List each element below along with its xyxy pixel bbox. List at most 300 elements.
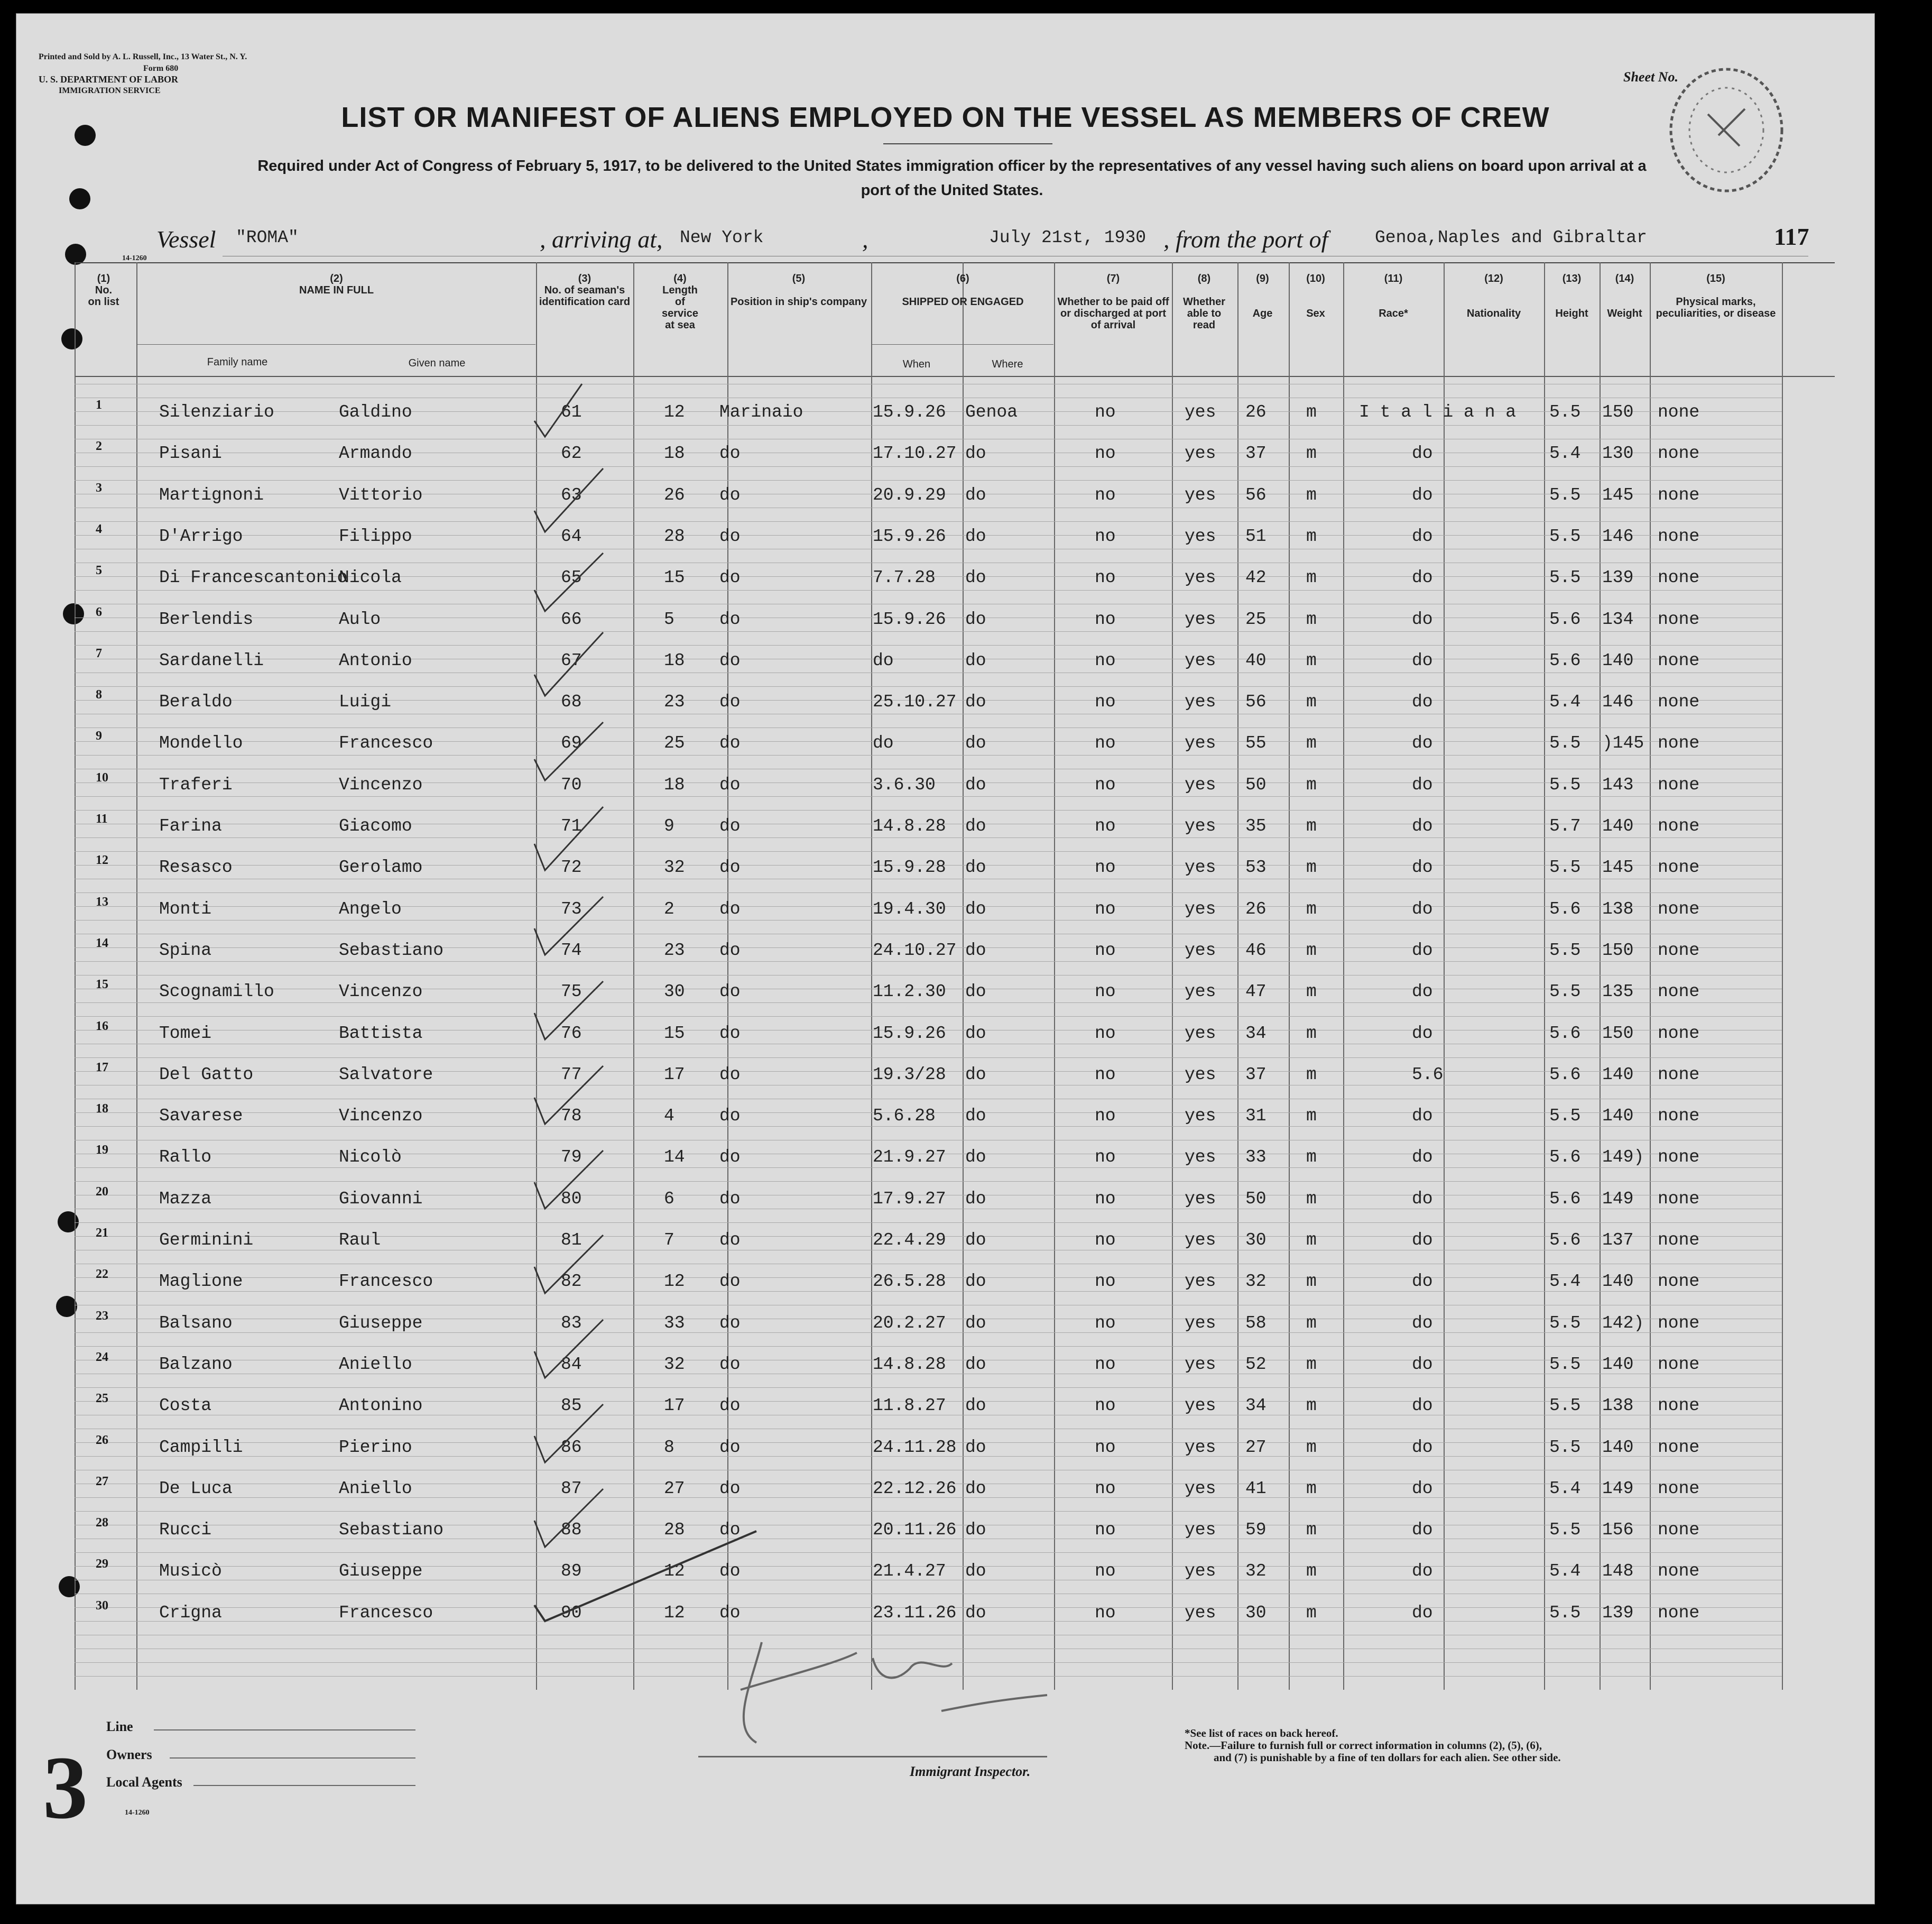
given-name: Pierino: [339, 1437, 412, 1457]
service-length: 25: [664, 733, 685, 753]
service-length: 12: [664, 1272, 685, 1292]
sex: m: [1306, 1230, 1317, 1250]
card-number: 76: [561, 1023, 582, 1043]
paid-off: no: [1095, 692, 1116, 712]
col2-family-label: Family name: [207, 356, 268, 368]
age: 50: [1245, 775, 1267, 795]
given-name: Vincenzo: [339, 982, 423, 1002]
given-name: Aulo: [339, 609, 381, 629]
shipped-when: 23.11.26: [873, 1603, 957, 1623]
given-name: Francesco: [339, 1603, 433, 1623]
able-to-read: yes: [1185, 899, 1216, 919]
age: 30: [1245, 1230, 1267, 1250]
physical-marks: none: [1658, 1561, 1700, 1581]
col4-label: Length of service at sea: [662, 284, 698, 331]
col2-label: NAME IN FULL: [299, 284, 374, 296]
service-length: 17: [664, 1396, 685, 1416]
age: 55: [1245, 733, 1267, 753]
position: do: [719, 1064, 741, 1084]
row-number: 7: [96, 646, 102, 660]
binder-hole: [63, 603, 84, 624]
race: do: [1412, 650, 1433, 670]
shipped-where: do: [965, 733, 986, 753]
age: 26: [1245, 402, 1267, 422]
from-port-label: , from the port of: [1163, 226, 1328, 253]
shipped-when: 15.9.26: [873, 609, 946, 629]
position: do: [719, 444, 741, 464]
position: do: [719, 1561, 741, 1581]
column-divider: [1237, 262, 1238, 1690]
column-divider: [871, 262, 872, 1690]
column-divider: [1343, 262, 1344, 1690]
col3-number: (3): [578, 273, 591, 284]
service-length: 15: [664, 1023, 685, 1043]
position: do: [719, 1272, 741, 1292]
card-number: 82: [561, 1272, 582, 1292]
col13-label: Height: [1555, 308, 1588, 319]
column-divider: [1600, 262, 1601, 1690]
weight: 140: [1602, 1272, 1634, 1292]
physical-marks: none: [1658, 1064, 1700, 1084]
sex: m: [1306, 940, 1317, 960]
height: 5.6: [1549, 1023, 1581, 1043]
sex: m: [1306, 1603, 1317, 1623]
sex: m: [1306, 1147, 1317, 1167]
age: 46: [1245, 940, 1267, 960]
family-name: Savarese: [159, 1106, 243, 1126]
given-name: Raul: [339, 1230, 381, 1250]
service-length: 18: [664, 444, 685, 464]
col7-number: (7): [1106, 273, 1120, 284]
card-number: 81: [561, 1230, 582, 1250]
family-name: Mazza: [159, 1189, 212, 1209]
given-name: Antonino: [339, 1396, 423, 1416]
able-to-read: yes: [1185, 1189, 1216, 1209]
checkmark-annotations: [524, 379, 778, 1626]
paid-off: no: [1095, 1603, 1116, 1623]
able-to-read: yes: [1185, 1106, 1216, 1126]
service-length: 7: [664, 1230, 674, 1250]
sex: m: [1306, 568, 1317, 588]
race: do: [1412, 1520, 1433, 1540]
weight: 140: [1602, 1437, 1634, 1457]
physical-marks: none: [1658, 568, 1700, 588]
height: 5.4: [1549, 1561, 1581, 1581]
table-top-border: [75, 262, 1835, 263]
given-name: Galdino: [339, 402, 412, 422]
able-to-read: yes: [1185, 1354, 1216, 1374]
paid-off: no: [1095, 568, 1116, 588]
given-name: Nicola: [339, 568, 402, 588]
inspector-label: Immigrant Inspector.: [910, 1764, 1031, 1779]
card-number: 87: [561, 1478, 582, 1498]
sex: m: [1306, 485, 1317, 505]
family-name: Del Gatto: [159, 1064, 254, 1084]
service-length: 15: [664, 568, 685, 588]
shipped-when: 15.9.26: [873, 526, 946, 546]
col2-given-label: Given name: [408, 357, 466, 369]
col11-header: [1343, 273, 1444, 319]
service-length: 12: [664, 1603, 685, 1623]
age: 30: [1245, 1603, 1267, 1623]
position: do: [719, 1189, 741, 1209]
col10-header: [1289, 273, 1342, 319]
binder-hole: [65, 244, 86, 265]
service-length: 33: [664, 1313, 685, 1333]
family-name: Di Francescantonio: [159, 568, 348, 588]
row-number: 21: [96, 1226, 108, 1240]
able-to-read: yes: [1185, 1561, 1216, 1581]
physical-marks: none: [1658, 1437, 1700, 1457]
sex: m: [1306, 1478, 1317, 1498]
given-name: Vittorio: [339, 485, 423, 505]
able-to-read: yes: [1185, 940, 1216, 960]
paid-off: no: [1095, 1064, 1116, 1084]
shipped-where: do: [965, 1603, 986, 1623]
position: do: [719, 1354, 741, 1374]
card-number: 65: [561, 568, 582, 588]
race: do: [1412, 940, 1433, 960]
ruled-line: [75, 645, 1782, 646]
shipped-where: do: [965, 1064, 986, 1084]
height: 5.5: [1549, 733, 1581, 753]
weight: 150: [1602, 940, 1634, 960]
able-to-read: yes: [1185, 1437, 1216, 1457]
sex: m: [1306, 1023, 1317, 1043]
height: 5.4: [1549, 1478, 1581, 1498]
footer-form-code: 14-1260: [125, 1809, 150, 1817]
able-to-read: yes: [1185, 858, 1216, 878]
height: 5.5: [1549, 1354, 1581, 1374]
table-header-border: [75, 376, 1835, 377]
page-number: 117: [1774, 223, 1809, 250]
position: do: [719, 982, 741, 1002]
position: do: [719, 1106, 741, 1126]
card-number: 70: [561, 775, 582, 795]
race: do: [1412, 1396, 1433, 1416]
column-divider: [136, 262, 137, 1690]
col4-header: [634, 273, 726, 331]
sex: m: [1306, 733, 1317, 753]
card-number: 77: [561, 1064, 582, 1084]
shipped-where: do: [965, 1313, 986, 1333]
name-subheader-rule: [136, 344, 535, 345]
sex: m: [1306, 609, 1317, 629]
column-divider: [963, 262, 964, 1690]
col1-header: [77, 273, 130, 308]
position: do: [719, 526, 741, 546]
height: 5.5: [1549, 1437, 1581, 1457]
race: do: [1412, 1106, 1433, 1126]
physical-marks: none: [1658, 899, 1700, 919]
arriving-port: New York: [680, 228, 764, 247]
local-agents-label: Local Agents: [106, 1774, 182, 1790]
height: 5.6: [1549, 650, 1581, 670]
able-to-read: yes: [1185, 1603, 1216, 1623]
sex: m: [1306, 1313, 1317, 1333]
column-divider: [1054, 262, 1055, 1690]
position: do: [719, 858, 741, 878]
subtitle-line-2: port of the United States.: [861, 182, 1043, 199]
position: do: [719, 692, 741, 712]
able-to-read: yes: [1185, 609, 1216, 629]
height: 5.5: [1549, 1603, 1581, 1623]
weight: 134: [1602, 609, 1634, 629]
title-underline: [883, 143, 1052, 144]
shipped-where: do: [965, 1437, 986, 1457]
weight: 135: [1602, 982, 1634, 1002]
service-length: 12: [664, 402, 685, 422]
card-number: 74: [561, 940, 582, 960]
row-number: 19: [96, 1143, 108, 1157]
binder-hole: [58, 1211, 79, 1232]
physical-marks: none: [1658, 1603, 1700, 1623]
able-to-read: yes: [1185, 733, 1216, 753]
position: do: [719, 775, 741, 795]
shipped-when: 21.9.27: [873, 1147, 946, 1167]
col11-number: (11): [1384, 273, 1403, 284]
penalty-note-line-2: and (7) is punishable by a fine of ten dollars for each alien. See other side.: [1214, 1751, 1561, 1764]
ruled-line: [75, 1346, 1782, 1347]
shipped-when: 7.7.28: [873, 568, 936, 588]
service-length: 32: [664, 858, 685, 878]
able-to-read: yes: [1185, 1272, 1216, 1292]
paid-off: no: [1095, 858, 1116, 878]
physical-marks: none: [1658, 1478, 1700, 1498]
height: 5.5: [1549, 485, 1581, 505]
given-name: Nicolò: [339, 1147, 402, 1167]
given-name: Giuseppe: [339, 1561, 423, 1581]
position: do: [719, 1520, 741, 1540]
race: do: [1412, 982, 1433, 1002]
card-number: 83: [561, 1313, 582, 1333]
height: 5.6: [1549, 899, 1581, 919]
shipped-when: 15.9.28: [873, 858, 946, 878]
physical-marks: none: [1658, 1313, 1700, 1333]
ruled-line: [75, 1126, 1782, 1127]
service-length: 18: [664, 775, 685, 795]
given-name: Giuseppe: [339, 1313, 423, 1333]
line-label: Line: [106, 1719, 133, 1734]
shipped-where: do: [965, 899, 986, 919]
height: 5.5: [1549, 402, 1581, 422]
owners-label: Owners: [106, 1747, 152, 1762]
family-name: Tomei: [159, 1023, 212, 1043]
ruled-line: [75, 1002, 1782, 1003]
given-name: Aniello: [339, 1354, 412, 1374]
family-name: Traferi: [159, 775, 233, 795]
height: 5.6: [1549, 609, 1581, 629]
height: 5.5: [1549, 940, 1581, 960]
physical-marks: none: [1658, 1396, 1700, 1416]
family-name: Silenziario: [159, 402, 274, 422]
age: 37: [1245, 444, 1267, 464]
shipped-when: 15.9.26: [873, 1023, 946, 1043]
service-length: 28: [664, 526, 685, 546]
ruled-line: [75, 755, 1782, 756]
physical-marks: none: [1658, 650, 1700, 670]
row-number: 22: [96, 1267, 108, 1282]
col12-number: (12): [1484, 273, 1503, 284]
paid-off: no: [1095, 940, 1116, 960]
service-length: 14: [664, 1147, 685, 1167]
age: 52: [1245, 1354, 1267, 1374]
card-number: 84: [561, 1354, 582, 1374]
family-name: Rallo: [159, 1147, 212, 1167]
race: do: [1412, 568, 1433, 588]
shipped-when: 19.4.30: [873, 899, 946, 919]
shipped-where: do: [965, 1189, 986, 1209]
able-to-read: yes: [1185, 568, 1216, 588]
race: do: [1412, 858, 1433, 878]
shipped-when: 15.9.26: [873, 402, 946, 422]
shipped-where: do: [965, 609, 986, 629]
shipped-where: do: [965, 1520, 986, 1540]
service-length: 23: [664, 692, 685, 712]
column-divider: [1782, 262, 1783, 1690]
age: 50: [1245, 1189, 1267, 1209]
able-to-read: yes: [1185, 444, 1216, 464]
height: 5.5: [1549, 858, 1581, 878]
paid-off: no: [1095, 1478, 1116, 1498]
row-number: 17: [96, 1060, 108, 1074]
col8-header: [1172, 273, 1236, 331]
able-to-read: yes: [1185, 1064, 1216, 1084]
physical-marks: none: [1658, 1147, 1700, 1167]
position: do: [719, 816, 741, 836]
line-field: [154, 1729, 415, 1730]
paid-off: no: [1095, 899, 1116, 919]
shipped-where: do: [965, 526, 986, 546]
sex: m: [1306, 982, 1317, 1002]
height: 5.4: [1549, 692, 1581, 712]
family-name: Spina: [159, 940, 212, 960]
arrival-date: July 21st, 1930: [989, 228, 1147, 247]
family-name: Farina: [159, 816, 222, 836]
service-length: 30: [664, 982, 685, 1002]
race: I t a l i a n a: [1359, 402, 1517, 422]
shipped-where: do: [965, 940, 986, 960]
page-index-number: 3: [43, 1738, 88, 1837]
binder-hole: [56, 1296, 77, 1317]
shipped-when: 14.8.28: [873, 816, 946, 836]
sex: m: [1306, 444, 1317, 464]
given-name: Giovanni: [339, 1189, 423, 1209]
given-name: Aniello: [339, 1478, 412, 1498]
row-number: 5: [96, 564, 102, 578]
row-number: 12: [96, 853, 108, 868]
able-to-read: yes: [1185, 1230, 1216, 1250]
shipped-when: 11.8.27: [873, 1396, 946, 1416]
paid-off: no: [1095, 526, 1116, 546]
paid-off: no: [1095, 1023, 1116, 1043]
family-name: Maglione: [159, 1272, 243, 1292]
race: do: [1412, 1230, 1433, 1250]
able-to-read: yes: [1185, 1313, 1216, 1333]
col10-label: Sex: [1306, 308, 1325, 319]
sex: m: [1306, 1561, 1317, 1581]
position: Marinaio: [719, 402, 803, 422]
paid-off: no: [1095, 1561, 1116, 1581]
physical-marks: none: [1658, 526, 1700, 546]
column-divider: [1289, 262, 1290, 1690]
card-number: 80: [561, 1189, 582, 1209]
family-name: Resasco: [159, 858, 233, 878]
shipped-when: 5.6.28: [873, 1106, 936, 1126]
col6-when-label: When: [902, 358, 931, 370]
col9-header: [1237, 273, 1288, 319]
family-name: Beraldo: [159, 692, 233, 712]
row-number: 1: [96, 398, 102, 412]
column-divider: [75, 262, 76, 1690]
able-to-read: yes: [1185, 650, 1216, 670]
family-name: Campilli: [159, 1437, 243, 1457]
shipped-when: 17.10.27: [873, 444, 957, 464]
col9-label: Age: [1252, 308, 1273, 319]
race: do: [1412, 1023, 1433, 1043]
row-number: 11: [96, 812, 108, 826]
weight: 138: [1602, 1396, 1634, 1416]
card-number: 86: [561, 1437, 582, 1457]
given-name: Francesco: [339, 1272, 433, 1292]
race: do: [1412, 1147, 1433, 1167]
card-number: 61: [561, 402, 582, 422]
paid-off: no: [1095, 444, 1116, 464]
shipped-where: do: [965, 1023, 986, 1043]
row-number: 18: [96, 1102, 108, 1116]
card-number: 68: [561, 692, 582, 712]
sex: m: [1306, 1354, 1317, 1374]
race: do: [1412, 1189, 1433, 1209]
shipped-when: 20.9.29: [873, 485, 946, 505]
departure-ports: Genoa,Naples and Gibraltar: [1375, 228, 1647, 247]
height: 5.5: [1549, 1520, 1581, 1540]
family-name: D'Arrigo: [159, 526, 243, 546]
shipped-where: do: [965, 982, 986, 1002]
weight: 149: [1602, 1189, 1634, 1209]
race: do: [1412, 1354, 1433, 1374]
race: do: [1412, 1437, 1433, 1457]
weight: 137: [1602, 1230, 1634, 1250]
local-agents-field: [193, 1785, 415, 1786]
able-to-read: yes: [1185, 775, 1216, 795]
card-number: 67: [561, 650, 582, 670]
position: do: [719, 650, 741, 670]
sex: m: [1306, 1520, 1317, 1540]
sex: m: [1306, 775, 1317, 795]
ruled-line: [75, 1552, 1782, 1553]
able-to-read: yes: [1185, 692, 1216, 712]
age: 41: [1245, 1478, 1267, 1498]
ruled-line: [75, 1511, 1782, 1512]
row-number: 24: [96, 1350, 108, 1364]
ruled-line: [75, 1181, 1782, 1182]
col12-label: Nationality: [1466, 308, 1521, 319]
sex: m: [1306, 650, 1317, 670]
card-number: 88: [561, 1520, 582, 1540]
weight: 156: [1602, 1520, 1634, 1540]
height: 5.5: [1549, 775, 1581, 795]
race: do: [1412, 1272, 1433, 1292]
family-name: Mondello: [159, 733, 243, 753]
weight: 138: [1602, 899, 1634, 919]
service-length: 23: [664, 940, 685, 960]
ruled-line: [75, 1057, 1782, 1058]
sex: m: [1306, 692, 1317, 712]
height: 5.6: [1549, 1230, 1581, 1250]
shipped-where: Genoa: [965, 402, 1018, 422]
age: 35: [1245, 816, 1267, 836]
